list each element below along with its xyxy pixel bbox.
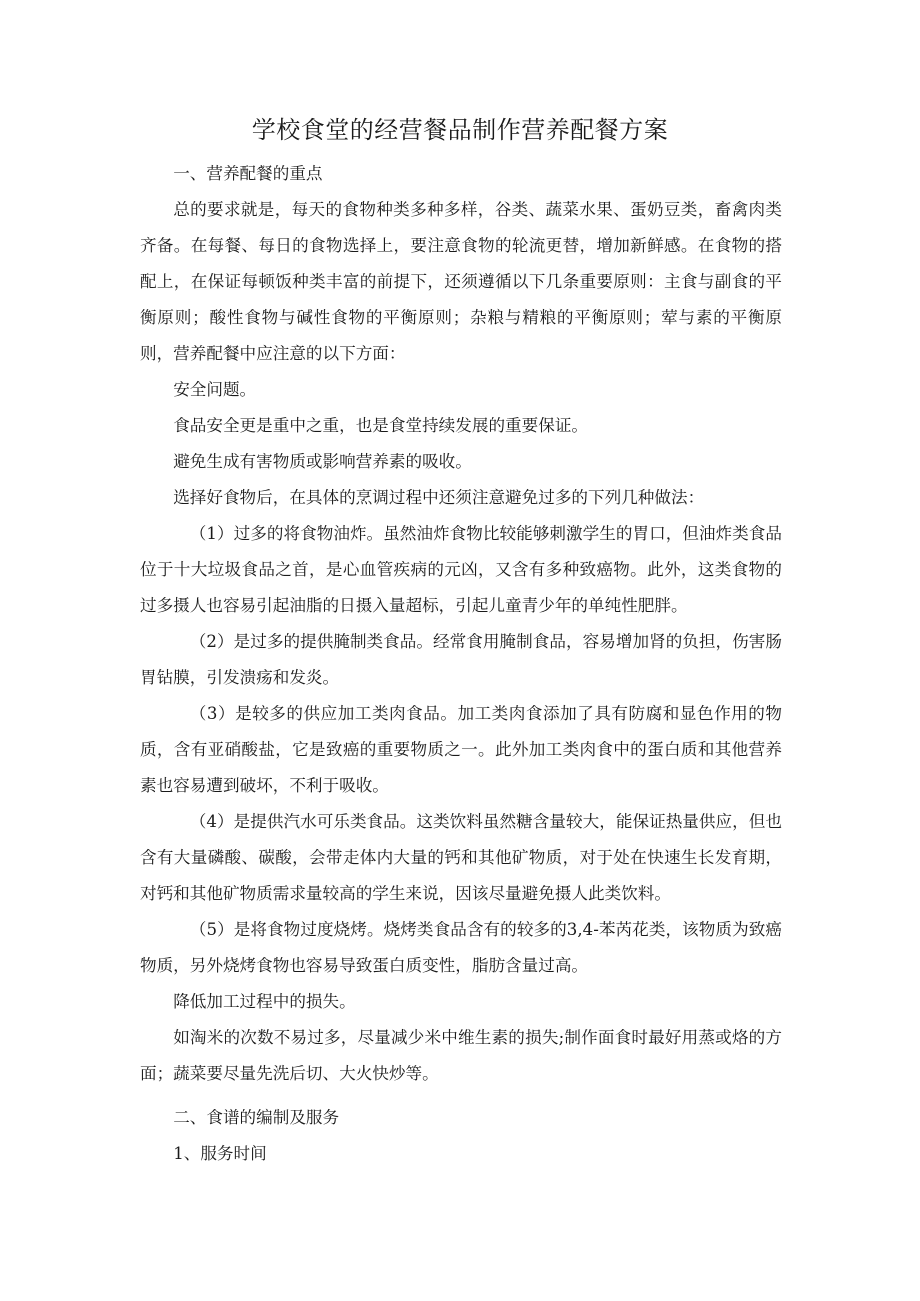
document-title: 学校食堂的经营餐品制作营养配餐方案 [251, 116, 669, 144]
section-heading-menu: 二、食谱的编制及服务 [173, 1108, 340, 1127]
paragraph-washing-rice: 如淘米的次数不易过多，尽量减少米中维生素的损失;制作面食时最好用蒸或烙的方面；蔬菜要尽量先洗后切、大火快炒等。 [140, 1028, 782, 1083]
section-heading-nutrition-focus: 一、营养配餐的重点 [173, 164, 323, 183]
list-item-fried-food: （1）过多的将食物油炸。虽然油炸食物比较能够刺激学生的胃口，但油炸类食品位于十大垃圾食品之首，是心血管疾病的元凶，又含有多种致癌物。此外，这类食物的过多摄人也容易引起油脂的日摄入量超标，引起儿童青少年的单纯性肥胖。 [140, 524, 782, 615]
paragraph-cooking-intro: 选择好食物后，在具体的烹调过程中还须注意避免过多的下列几种做法： [173, 488, 705, 507]
paragraph-avoid-harmful: 避免生成有害物质或影响营养素的吸收。 [173, 452, 472, 471]
document-body [140, 156, 782, 1172]
list-item-pickled-food: （2）是过多的提供腌制类食品。经常食用腌制食品，容易增加肾的负担，伤害肠胃钻膜，引发溃疡和发炎。 [140, 632, 782, 687]
paragraph-reduce-loss: 降低加工过程中的损失。 [173, 992, 356, 1011]
subsection-heading-service-time: 1、服务时间 [173, 1144, 267, 1163]
list-item-processed-meat: （3）是较多的供应加工类肉食品。加工类肉食添加了具有防腐和显色作用的物质，含有亚硝酸盐，它是致癌的重要物质之一。此外加工类肉食中的蛋白质和其他营养素也容易遭到破坏，不利于吸收。 [140, 704, 782, 795]
paragraph-food-safety: 食品安全更是重中之重，也是食堂持续发展的重要保证。 [173, 416, 589, 435]
paragraph-safety-issue: 安全问题。 [173, 380, 257, 399]
paragraph-general-requirements: 总的要求就是，每天的食物种类多种多样，谷类、蔬菜水果、蛋奶豆类，畜禽肉类齐备。在每餐、每日的食物选择上，要注意食物的轮流更替，增加新鲜感。在食物的搭配上，在保证每顿饭种类丰富的前提下，还须遵循以下几条重要原则：主食与副食的平衡原则；酸性食物与碱性食物的平衡原则；杂粮与精粮的平衡原则；荤与素的平衡原则，营养配餐中应注意的以下方面： [140, 200, 782, 363]
list-item-soda: （4）是提供汽水可乐类食品。这类饮料虽然糖含量较大，能保证热量供应，但也含有大量磷酸、碳酸，会带走体内大量的钙和其他矿物质，对于处在快速生长发育期，对钙和其他矿物质需求量较高的学生来说，因该尽量避免摄人此类饮料。 [140, 812, 782, 903]
list-item-barbecue: （5）是将食物过度烧烤。烧烤类食品含有的较多的3,4-苯芮花类，该物质为致癌物质，另外烧烤食物也容易导致蛋白质变性，脂肪含量过高。 [140, 920, 782, 975]
